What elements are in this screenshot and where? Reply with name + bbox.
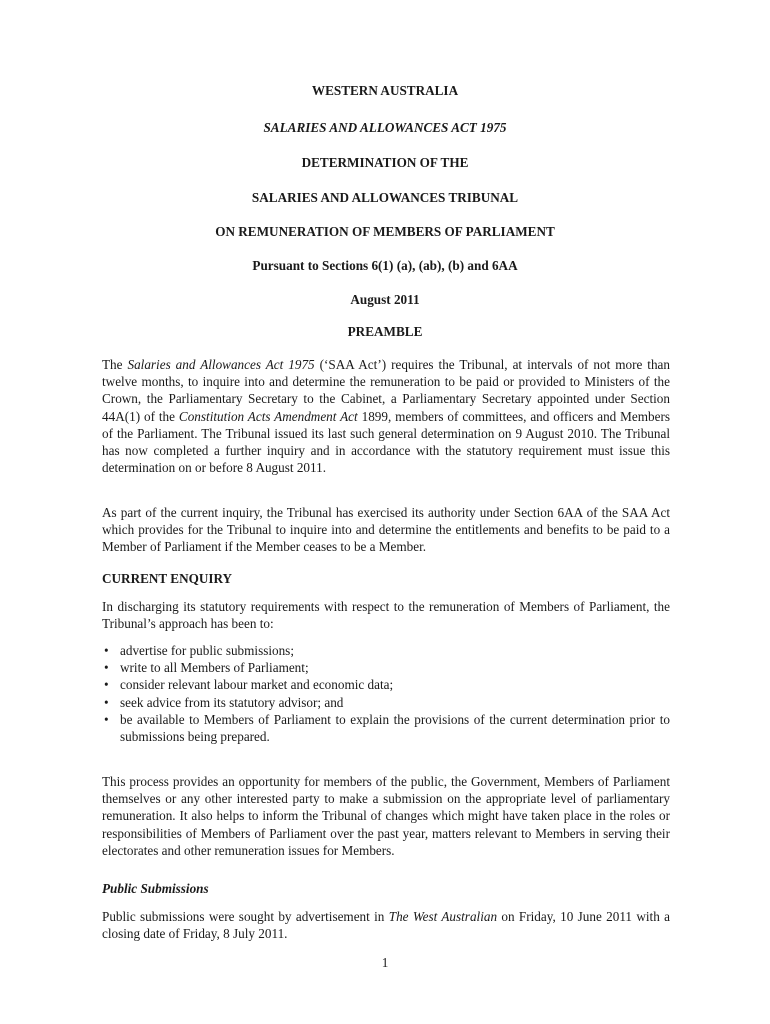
- tribunal-heading: SALARIES AND ALLOWANCES TRIBUNAL: [251, 190, 519, 205]
- current-enquiry-intro: In discharging its statutory requirements with respect to the remuneration of Members of Parliament, the Tribunal’s approach has been to:: [102, 599, 670, 632]
- bullet-item: • consider relevant labour market and economic data;: [104, 677, 394, 693]
- preamble-heading: PREAMBLE: [347, 324, 423, 339]
- bullet-icon: •: [104, 643, 109, 658]
- preamble-paragraph-2: As part of the current inquiry, the Tribunal has exercised its authority under Section 6AA of the SAA Act which provides for the Tribunal to inquire into and determine the entitlements and benefits to be paid to a Member of Parliament if the Member ceases to be a Member.: [102, 505, 670, 555]
- bullet-item: • advertise for public submissions;: [104, 643, 294, 658]
- bullet-icon: •: [104, 694, 109, 710]
- bullet-item: • seek advice from its statutory advisor; and: [104, 694, 344, 710]
- act-title: SALARIES AND ALLOWANCES ACT 1975: [263, 120, 507, 135]
- preamble-text-b: (‘SAA Act’) requires the Tribunal, at intervals of not more than twelve months, to inquire into and determine the remuneration to be paid or provided to Ministers of the Crown, the Parliamentary Secretary to the Cabinet, a Parliamentary Secretary appointed under Section 44A(1) of the: [102, 357, 670, 424]
- newspaper-name-italic: The West Australian: [388, 909, 498, 924]
- document-date: August 2011: [350, 292, 420, 307]
- pursuant-line: Pursuant to Sections 6(1) (a), (ab), (b) and 6AA: [252, 258, 518, 273]
- public-submissions-paragraph: Public submissions were sought by advertisement in The West Australian on Friday, 10 June 2011 with a closing date of Friday, 8 July 2011.: [102, 909, 670, 942]
- preamble-text-a: The: [102, 357, 128, 372]
- bullet-icon: •: [104, 677, 109, 693]
- process-paragraph: This process provides an opportunity for members of the public, the Government, Members of Parliament themselves or any other interested party to make a submission on the appropriate level of parliamentary remuneration. It also helps to inform the Tribunal of changes which might have taken place in the roles or responsibilities of Members of Parliament over the past year, matters relevant to Members in serving their electorates and other remuneration issues for Members.: [102, 774, 670, 858]
- page-number: 1: [381, 955, 389, 970]
- public-submissions-heading: Public Submissions: [102, 881, 209, 896]
- bullet-item: • write to all Members of Parliament;: [104, 660, 309, 676]
- approach-bullet-list: [102, 642, 670, 745]
- current-enquiry-heading: CURRENT ENQUIRY: [102, 571, 233, 586]
- jurisdiction-heading: WESTERN AUSTRALIA: [311, 83, 459, 98]
- determination-heading: DETERMINATION OF THE: [301, 155, 469, 170]
- bullet-item: • be available to Members of Parliament to explain the provisions of the current determination prior to submissions being prepared.: [104, 711, 670, 745]
- subject-heading: ON REMUNERATION OF MEMBERS OF PARLIAMENT: [215, 224, 555, 239]
- constitution-act-italic: Constitution Acts Amendment Act: [178, 408, 358, 424]
- preamble-paragraph-1: [102, 356, 670, 476]
- preamble-text-c: 1899, members of committees, and officers and Members of the Parliament. The Tribunal issued its last such general determination on 9 August 2010. The Tribunal has now completed a further inquiry and in accordance with the statutory requirement must issue this determination on or before 8 August 2011.: [102, 408, 670, 476]
- act-name-italic: Salaries and Allowances Act 1975: [127, 357, 315, 372]
- bullet-icon: •: [104, 711, 109, 727]
- bullet-icon: •: [104, 660, 109, 676]
